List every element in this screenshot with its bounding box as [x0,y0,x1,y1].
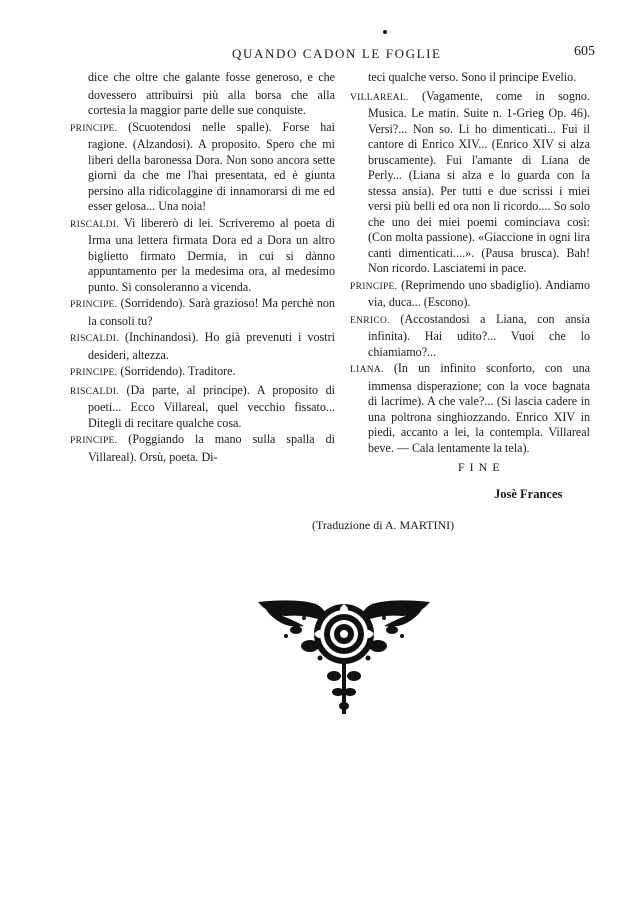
dialogue-text: (Sorridendo). Traditore. [120,364,236,378]
dialogue-line [70,364,335,382]
speaker-name: PRINCIPE. [70,436,118,446]
dialogue-line [70,432,335,465]
dialogue-line [350,361,590,456]
speaker-name: VILLAREAL. [350,92,409,103]
translation-credit: (Traduzione di A. MARTINI) [312,518,455,532]
dialogue-text: (Sorridendo). Sarà grazioso! Ma perchè non la consoli tu? [88,296,335,328]
speaker-name: PRINCIPE. [70,300,118,310]
dialogue-line [70,120,335,215]
dialogue-line [70,383,335,432]
dialogue-text: (Da parte, al principe). A proposito di poeti... Ecco Villareal, quel vecchio fissato... Ditegli di recitare qualche cosa. [88,382,335,430]
speaker-name: RISCALDI. [70,219,119,230]
running-title: QUANDO CADON LE FOGLIE [232,46,442,61]
dialogue-text: Vi libererò di lei. Scriveremo al poeta di Irma una lettera firmata Dora ed a Dora un altro biglietto firmato Dermia, in cui si dànno appuntamento per la medesima ora, al medesimo punto. Si consoleranno a vicenda. [88,215,335,294]
dialogue-line [70,330,335,363]
dialogue-text: (In un infinito sconforto, con una immensa disperazione; con la voce bagnata di lacrime). A che vale?... (Si lascia cadere in una poltrona singhiozzando. Enrico XIV in piedi, accanto a lei, la contempla. Villareal beve. — Cala lentamente la tela). [368,361,590,455]
right-column [350,70,590,457]
dialogue-text: (Vagamente, come in sogno. Musica. Le matin. Suite n. 1-Grieg Op. 46). Versi?... Non so. Li ho dimenticati... Fui il cantore di Enrico XIV... (Enrico XIV si alza bruscamente). Fui l'amante di Liana de Perly... (Liana si alza e lo guarda con la stessa ansia). Per tutti e due scrissi i miei versi più belli ed ora non li ricordo.... So solo che uno dei miei poemi cominciava così: (Con molta passione). «Giaccione in ogni lira canti dimenticati....». (Pausa brusca). Bah! Non ricordo. Lasciatemi in pace. [368,88,590,275]
dialogue-text: (Poggiando la mano sulla spalla di Villareal). Orsù, poeta. Di- [88,432,335,464]
speaker-name: RISCALDI. [70,334,119,344]
speaker-name: PRINCIPE. [350,281,398,292]
dialogue-line [350,312,590,361]
end-mark: FINE [458,460,505,474]
left-column [70,70,335,466]
dialogue-text: (Accostandosi a Liana, con ansia infinita). Hai udito?... Vuoi che lo chiamiamo?... [368,311,590,359]
dialogue-line: teci qualche verso. Sono il principe Evelio. [368,70,577,84]
dialogue-line [70,216,335,296]
dialogue-text: (Inchinandosi). Ho già prevenuti i vostri desideri, altezza. [88,330,335,362]
author-signature: Josè Frances [494,487,563,501]
dialogue-text: (Scuotendosi nelle spalle). Forse hai ragione. (Alzandosi). A proposito. Spero che mi liberi della baronessa Dora. Non sono ancora sette giorni da che me l'hai presentata, ed è giunta persino alla ridicolaggine di innamorarsi di me ed esser gelosa... Una noia! [88,119,335,213]
speaker-name: RISCALDI. [70,386,119,397]
page-number: 605 [574,44,595,59]
speaker-name: LIANA. [350,365,384,375]
speaker-name: PRINCIPE. [70,123,118,134]
dialogue-line [350,278,590,311]
dialogue-line: dice che oltre che galante fosse generoso, e che dovessero attribuirsi più alla borsa che alla cortesia la maggior parte delle sue conquiste. [88,70,335,117]
speaker-name: PRINCIPE. [70,368,118,378]
dialogue-line [350,89,590,277]
dialogue-text: (Reprimendo uno sbadiglio). Andiamo via, duca... (Escono). [368,277,590,309]
speaker-name: ENRICO. [350,315,390,326]
floral-ornament-icon [256,596,432,720]
dialogue-line [70,296,335,329]
stray-dot [383,30,387,34]
